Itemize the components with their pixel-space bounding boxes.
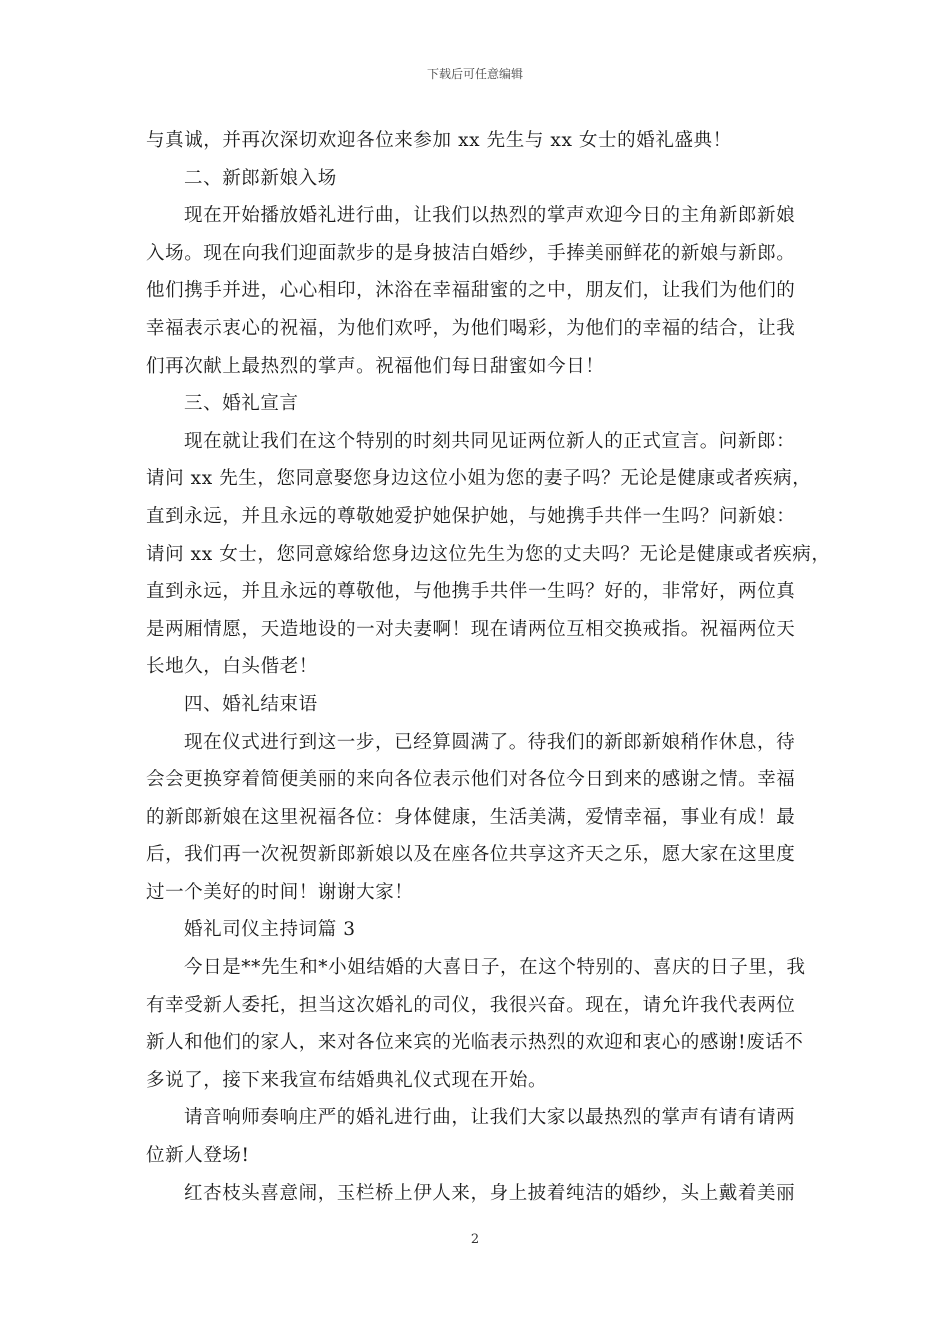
text-line: 有幸受新人委托，担当这次婚礼的司仪，我很兴奋。现在，请允许我代表两位 <box>146 994 796 1016</box>
page-header: 下载后可任意编辑 <box>426 67 523 81</box>
text-line: 直到永远，并且永远的尊敬她爱护她保护她，与她携手共伴一生吗？问新娘： <box>146 505 796 527</box>
text-line: 现在仪式进行到这一步，已经算圆满了。待我们的新郎新娘稍作休息，待 <box>184 731 796 753</box>
text-line: 四、婚礼结束语 <box>184 693 318 715</box>
text-line: 位新人登场! <box>146 1145 250 1167</box>
text-line: 请音响师奏响庄严的婚礼进行曲，让我们大家以最热烈的掌声有请有请两 <box>184 1107 796 1129</box>
document-body <box>146 122 831 1212</box>
text-line: 幸福表示衷心的祝福，为他们欢呼，为他们喝彩，为他们的幸福的结合，让我 <box>146 317 796 339</box>
text-line: 长地久，白头偕老！ <box>146 656 318 678</box>
text-line: 新人和他们的家人，来对各位来宾的光临表示热烈的欢迎和衷心的感谢!废话不 <box>146 1032 804 1054</box>
text-line: 三、婚礼宣言 <box>184 393 299 415</box>
text-line: 与真诚，并再次深切欢迎各位来参加 xx 先生与 xx 女士的婚礼盛典！ <box>146 130 732 151</box>
text-line: 二、新郎新娘入场 <box>184 167 337 189</box>
text-line: 直到永远，并且永远的尊敬他，与他携手共伴一生吗？好的，非常好，两位真 <box>146 581 796 603</box>
page-number: 2 <box>470 1232 480 1247</box>
text-line: 现在就让我们在这个特别的时刻共同见证两位新人的正式宣言。问新郎： <box>184 430 796 452</box>
text-line: 今日是**先生和*小姐结婚的大喜日子，在这个特别的、喜庆的日子里，我 <box>184 957 806 979</box>
text-line: 入场。现在向我们迎面款步的是身披洁白婚纱，手捧美丽鲜花的新娘与新郎。 <box>146 242 796 264</box>
text-line: 后，我们再一次祝贺新郎新娘以及在座各位共享这齐天之乐，愿大家在这里度 <box>146 844 796 866</box>
text-line: 是两厢情愿，天造地设的一对夫妻啊！现在请两位互相交换戒指。祝福两位天 <box>146 618 796 640</box>
text-line: 会会更换穿着简便美丽的来向各位表示他们对各位今日到来的感谢之情。幸福 <box>146 769 796 791</box>
text-line: 过一个美好的时间！谢谢大家！ <box>146 881 414 903</box>
text-line: 红杏枝头喜意闹，玉栏桥上伊人来，身上披着纯洁的婚纱，头上戴着美丽 <box>184 1182 796 1204</box>
text-line: 婚礼司仪主持词篇 3 <box>184 919 356 941</box>
text-line: 他们携手并进，心心相印，沐浴在幸福甜蜜的之中，朋友们，让我们为他们的 <box>146 280 796 302</box>
text-line: 的新郎新娘在这里祝福各位：身体健康，生活美满，爱情幸福，事业有成！最 <box>146 806 796 828</box>
text-line: 多说了，接下来我宣布结婚典礼仪式现在开始。 <box>146 1069 548 1091</box>
text-line: 们再次献上最热烈的掌声。祝福他们每日甜蜜如今日！ <box>146 355 605 377</box>
text-line: 请问 xx 先生，您同意娶您身边这位小姐为您的妻子吗？无论是健康或者疾病， <box>146 468 812 490</box>
text-line: 现在开始播放婚礼进行曲，让我们以热烈的掌声欢迎今日的主角新郎新娘 <box>184 205 796 227</box>
text-line: 请问 xx 女士，您同意嫁给您身边这位先生为您的丈夫吗？无论是健康或者疾病， <box>146 543 831 565</box>
